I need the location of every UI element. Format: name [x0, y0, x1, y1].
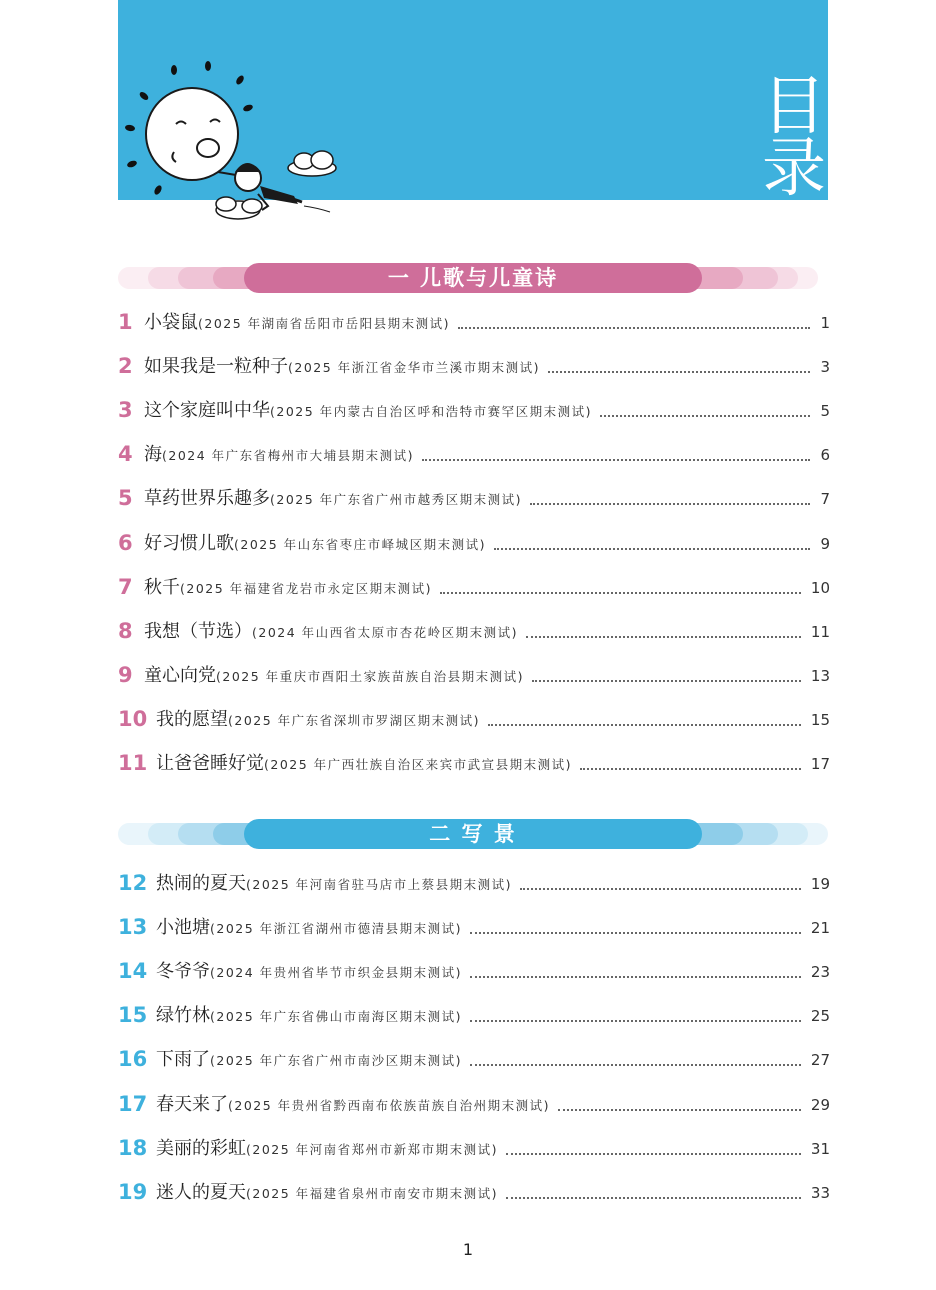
toc-entry-number: 8 — [118, 618, 133, 643]
toc-entry-title: 小袋鼠 — [144, 312, 198, 333]
toc-entry-source: (2025 年贵州省黔西南布依族苗族自治州期末测试) — [228, 1097, 551, 1113]
toc-entry-number: 16 — [118, 1047, 148, 1072]
sun-icon — [146, 88, 238, 180]
toc-entry-title: 让爸爸睡好觉 — [156, 753, 264, 774]
toc-entry-page: 29 — [810, 1095, 830, 1114]
toc-entry-number: 13 — [118, 915, 148, 940]
toc-entry-source: (2025 年广东省深圳市罗湖区期末测试) — [228, 712, 481, 728]
toc-entry[interactable] — [118, 619, 830, 645]
toc-entry-title: 下雨了 — [156, 1049, 210, 1071]
page-number: 1 — [462, 1240, 474, 1259]
toc-entry-number: 15 — [118, 1003, 148, 1028]
toc-entry-source: (2025 年浙江省金华市兰溪市期末测试) — [288, 360, 541, 376]
toc-entry-number: 18 — [118, 1135, 148, 1160]
toc-entry-title: 春天来了 — [156, 1093, 228, 1115]
toc-entry[interactable] — [118, 575, 830, 601]
toc-entry-source: (2025 年河南省驻马店市上蔡县期末测试) — [246, 877, 513, 892]
toc-entry-number: 5 — [118, 486, 133, 511]
toc-entry-title: 草药世界乐趣多 — [144, 488, 270, 510]
toc-entry-page: 6 — [820, 446, 830, 465]
toc-entry[interactable] — [118, 707, 830, 733]
toc-entry-page: 19 — [810, 875, 830, 893]
toc-entry-source: (2025 年内蒙古自治区呼和浩特市赛罕区期末测试) — [270, 404, 593, 420]
toc-entry-source: (2024 年贵州省毕节市织金县期末测试) — [210, 965, 463, 981]
toc-entry-number: 1 — [118, 310, 133, 334]
toc-entry-page: 23 — [810, 963, 830, 982]
toc-entry[interactable] — [118, 959, 830, 985]
small-cloud-icon — [288, 151, 336, 176]
toc-entry[interactable] — [118, 1003, 830, 1029]
toc-leader-dots — [458, 327, 810, 329]
toc-entry-number: 10 — [118, 706, 148, 731]
toc-entry-source: (2025 年山东省枣庄市峄城区期末测试) — [234, 536, 487, 552]
toc-entry[interactable] — [118, 486, 830, 512]
toc-leader-dots — [600, 415, 810, 417]
toc-leader-dots — [548, 371, 810, 373]
toc-leader-dots — [470, 1020, 801, 1022]
toc-entry[interactable] — [118, 871, 830, 897]
toc-entry[interactable] — [118, 663, 830, 689]
toc-leader-dots — [494, 548, 810, 550]
toc-entry-title: 美丽的彩虹 — [156, 1137, 246, 1159]
toc-leader-dots — [506, 1197, 801, 1199]
toc-entry-number: 6 — [118, 530, 133, 555]
toc-entry-number: 9 — [118, 662, 133, 687]
toc-entry-source: (2025 年重庆市酉阳土家族苗族自治县期末测试) — [216, 668, 525, 684]
toc-entry-page: 1 — [820, 314, 830, 332]
toc-leader-dots — [506, 1153, 801, 1155]
toc-entry[interactable] — [118, 1047, 830, 1073]
toc-leader-dots — [520, 888, 801, 890]
toc-entry-source: (2024 年山西省太原市杏花岭区期末测试) — [252, 624, 519, 640]
toc-entry-number: 19 — [118, 1179, 148, 1204]
toc-entry-page: 33 — [810, 1183, 830, 1202]
toc-entry-title: 热闹的夏天 — [156, 873, 246, 894]
section-title-1: 一 儿歌与儿童诗 — [244, 263, 702, 293]
toc-entry-source: (2025 年福建省龙岩市永定区期末测试) — [180, 580, 433, 596]
toc-entry-number: 4 — [118, 442, 133, 467]
toc-entry-source: (2024 年广东省梅州市大埔县期末测试) — [162, 448, 415, 464]
toc-entry-page: 7 — [820, 490, 830, 509]
toc-entry-title: 绿竹林 — [156, 1005, 210, 1027]
toc-entry-page: 21 — [810, 919, 830, 938]
toc-leader-dots — [580, 768, 801, 770]
toc-entry-number: 14 — [118, 959, 148, 984]
toc-entry[interactable] — [118, 442, 830, 468]
toc-leader-dots — [558, 1109, 801, 1111]
toc-entry-number: 2 — [118, 354, 133, 379]
toc-entry-page: 11 — [810, 622, 830, 641]
section-header-1 — [118, 263, 828, 293]
toc-entry-source: (2025 年浙江省湖州市德清县期末测试) — [210, 921, 463, 937]
toc-entry-source: (2025 年河南省郑州市新郑市期末测试) — [246, 1141, 499, 1157]
toc-entry-page: 17 — [810, 755, 830, 773]
toc-leader-dots — [488, 724, 801, 726]
toc-entry-number: 3 — [118, 398, 133, 423]
toc-title-char-1: 目 — [762, 70, 826, 144]
toc-entry-title: 小池塘 — [156, 917, 210, 939]
toc-entry[interactable] — [118, 531, 830, 557]
toc-entry[interactable] — [118, 751, 830, 777]
toc-entry-source: (2025 年湖南省岳阳市岳阳县期末测试) — [198, 316, 451, 331]
toc-entry-title: 童心向党 — [144, 664, 216, 686]
toc-entry-number: 12 — [118, 871, 148, 895]
toc-entry[interactable] — [118, 354, 830, 380]
toc-leader-dots — [422, 459, 810, 461]
toc-entry[interactable] — [118, 1136, 830, 1162]
section-header-2 — [118, 819, 828, 849]
toc-entry-page: 9 — [820, 534, 830, 553]
toc-entry-page: 27 — [810, 1051, 830, 1070]
toc-entry[interactable] — [118, 1092, 830, 1118]
toc-entry-number: 17 — [118, 1091, 148, 1116]
toc-entry-title: 冬爷爷 — [156, 961, 210, 983]
toc-entry-page: 15 — [810, 710, 830, 729]
sun-and-child-illustration — [118, 60, 358, 230]
toc-entry[interactable] — [118, 1180, 830, 1206]
toc-entry-title: 秋千 — [144, 576, 180, 598]
toc-entry-number: 11 — [118, 751, 148, 775]
toc-entry-source: (2025 年广东省广州市南沙区期末测试) — [210, 1053, 463, 1069]
toc-entry-title: 迷人的夏天 — [156, 1181, 246, 1203]
toc-leader-dots — [532, 680, 801, 682]
toc-entry-page: 31 — [810, 1139, 830, 1158]
toc-entry-source: (2025 年广东省广州市越秀区期末测试) — [270, 492, 523, 508]
toc-entry-title: 我的愿望 — [156, 708, 228, 730]
toc-entry-title: 海 — [144, 444, 162, 466]
toc-entry[interactable] — [118, 398, 830, 424]
toc-entry[interactable] — [118, 915, 830, 941]
toc-entry-page: 5 — [820, 402, 830, 421]
toc-entry-title: 如果我是一粒种子 — [144, 356, 288, 378]
toc-entry-page: 13 — [810, 666, 830, 685]
toc-entry-source: (2025 年广东省佛山市南海区期末测试) — [210, 1009, 463, 1025]
toc-title-char-2: 录 — [762, 132, 826, 206]
toc-entry-source: (2025 年广西壮族自治区来宾市武宣县期末测试) — [264, 757, 573, 772]
toc-entry-title: 好习惯儿歌 — [144, 532, 234, 554]
toc-entry[interactable] — [118, 310, 830, 336]
toc-leader-dots — [470, 976, 801, 978]
toc-entry-page: 3 — [820, 358, 830, 377]
toc-entry-title: 这个家庭叫中华 — [144, 400, 270, 422]
toc-entry-number: 7 — [118, 574, 133, 599]
toc-entry-page: 10 — [810, 578, 830, 597]
toc-entry-source: (2025 年福建省泉州市南安市期末测试) — [246, 1185, 499, 1201]
cloud-icon — [216, 197, 262, 219]
toc-leader-dots — [530, 503, 810, 505]
toc-leader-dots — [440, 592, 801, 594]
toc-entry-title: 我想（节选） — [144, 620, 252, 642]
section-title-2: 二 写 景 — [244, 819, 702, 849]
toc-leader-dots — [470, 1064, 801, 1066]
toc-leader-dots — [526, 636, 801, 638]
toc-leader-dots — [470, 932, 801, 934]
toc-entry-page: 25 — [810, 1007, 830, 1026]
